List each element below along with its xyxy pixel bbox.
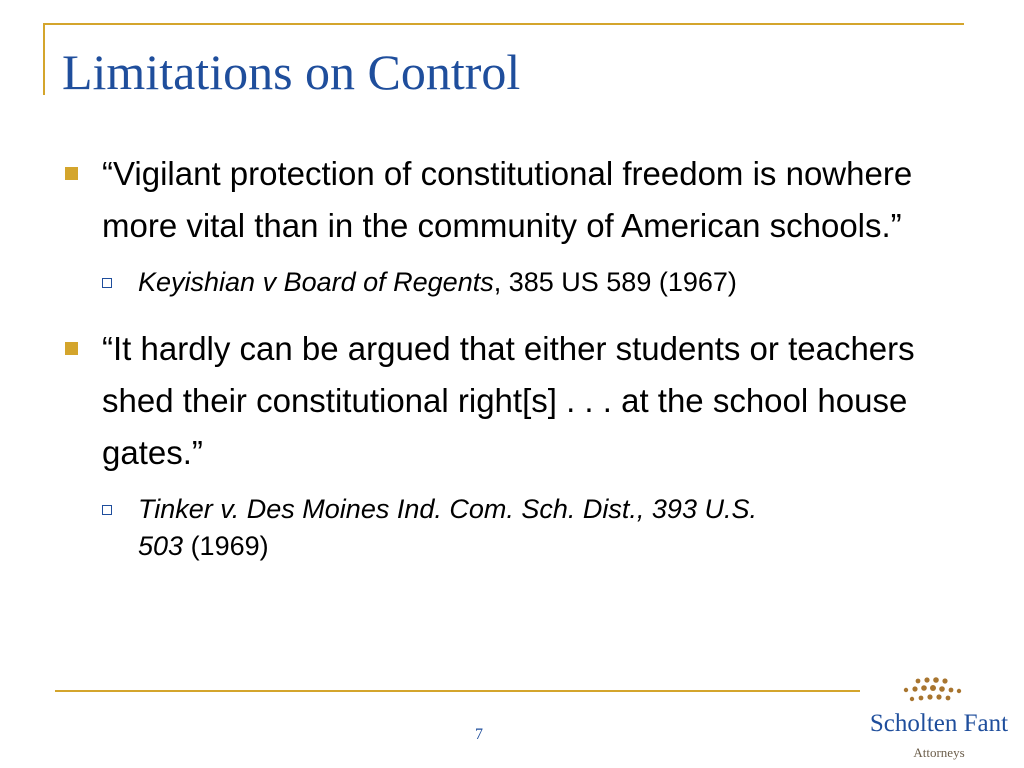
top-border-line [43,23,964,25]
citation-2 [62,491,778,565]
left-border-line [43,23,45,95]
firm-logo [864,676,1014,762]
dot-cluster-icon [900,676,980,706]
square-bullet-icon [65,167,78,180]
citation-2-reference: (1969) [183,531,269,561]
citation-1-reference: , 385 US 589 (1967) [493,267,737,297]
citation-1 [62,264,982,301]
firm-name: Scholten Fant [869,710,1009,737]
slide-title: Limitations on Control [62,44,521,100]
hollow-square-bullet-icon [102,278,112,288]
firm-subtitle: Attorneys [913,745,965,760]
citation-1-case-name: Keyishian v Board of Regents [138,267,494,297]
footer-divider [55,690,860,692]
citation-2-case-name: Tinker v. Des Moines Ind. Com. Sch. Dist., 393 U.S. 503 [138,494,757,561]
slide-content [62,148,982,587]
page-number: 7 [475,726,483,743]
bullet-1 [62,148,982,252]
bullet-2-text: “It hardly can be argued that either students or teachers shed their constitutional right[s] . . . at the school house gates.” [102,330,915,471]
square-bullet-icon [65,342,78,355]
hollow-square-bullet-icon [102,505,112,515]
bullet-1-text: “Vigilant protection of constitutional freedom is nowhere more vital than in the community of American schools.” [102,155,913,244]
bullet-2 [62,323,982,479]
